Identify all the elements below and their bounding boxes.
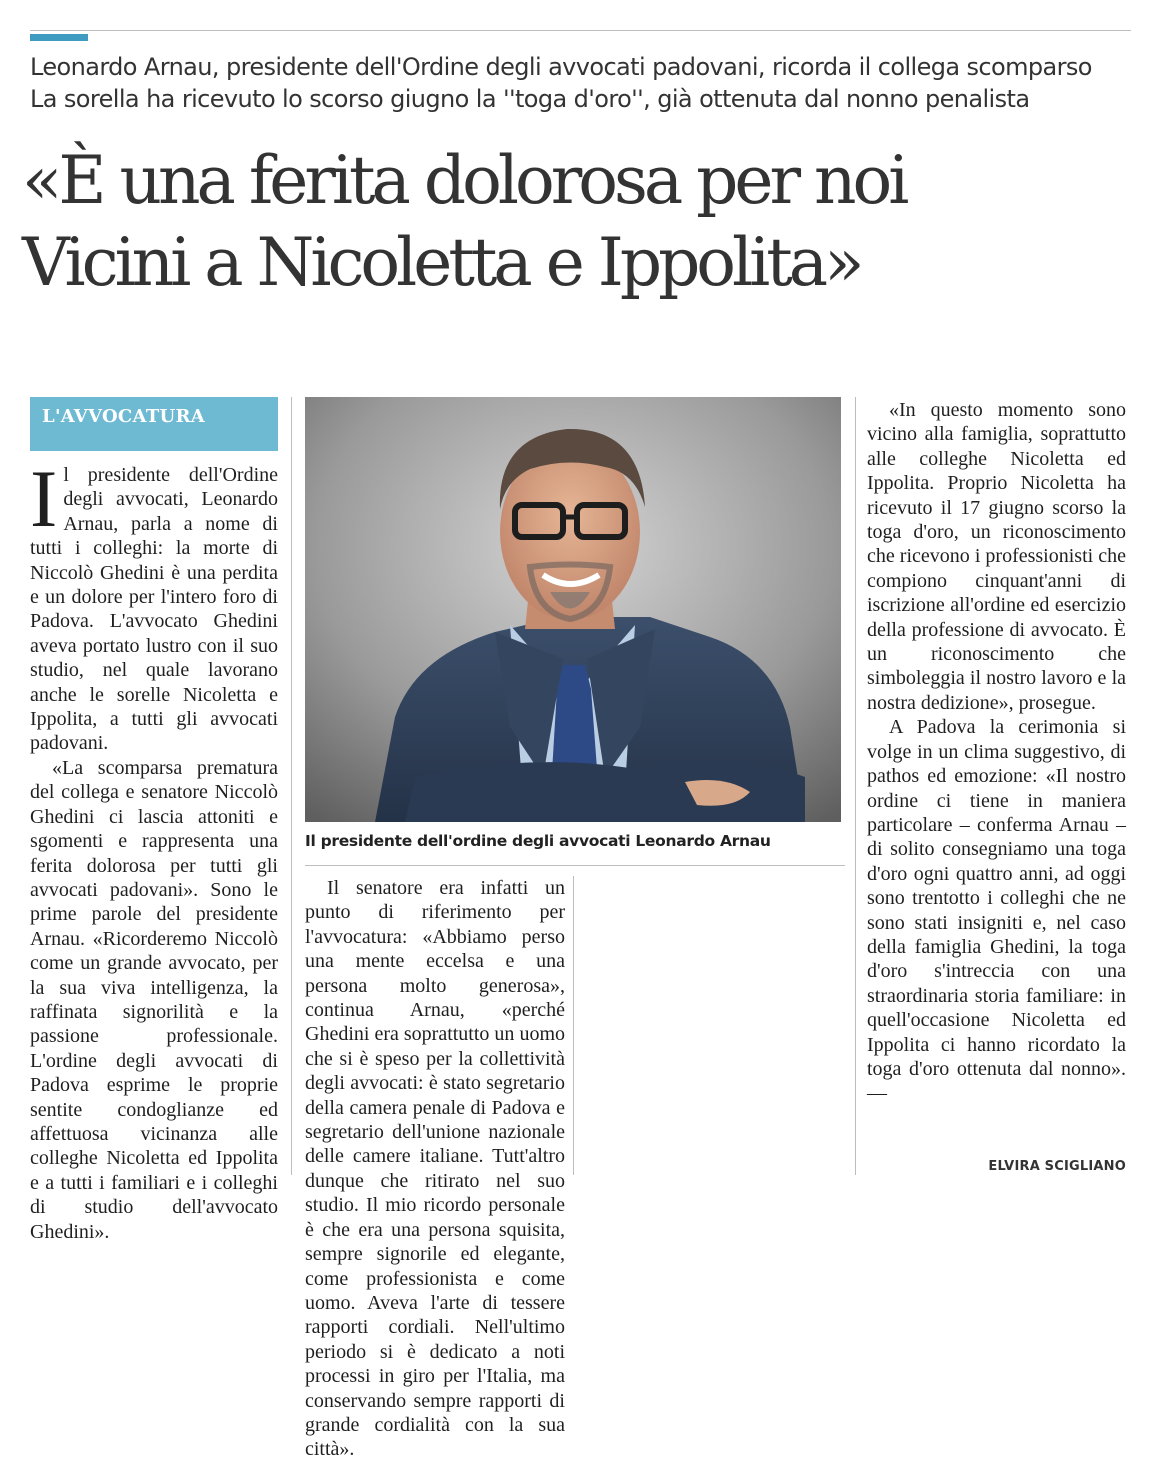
column-divider	[573, 876, 574, 1175]
top-rule	[30, 30, 1131, 31]
headline-line-1: «È una ferita dolorosa per noi	[22, 142, 906, 219]
portrait-photo	[305, 397, 841, 822]
headline-line-2: Vicini a Nicoletta e Ippolita»	[22, 224, 861, 301]
paragraph	[30, 453, 278, 756]
paragraph: «In questo momento sono vicino alla famiglia, soprattutto alle colleghe Nicoletta ed Ippolita. Proprio Nicoletta ha ricevuto il 17 giugno scorso la toga d'oro, un riconoscimento che ricevono i professionisti che compiono cinquant'anni di iscrizione all'ordine ed esercizio della professione di avvocato. È un riconoscimento che simboleggia il nostro lavoro e la nostra dedizione», prosegue.	[867, 399, 1126, 714]
column-divider	[291, 397, 292, 1175]
column-divider	[855, 397, 856, 1175]
paragraph-text: l presidente dell'Ordine degli avvocati, Leonardo Arnau, parla a nome di tutti i colleghi: la morte di Niccolò Ghedini è una perdita e un dolore per l'intero foro di Padova. L'avvocato Ghedini aveva portato lustro con il suo studio, nel quale lavorano anche le sorelle Nicoletta e Ippolita, a tutti gli avvocati padovani.	[30, 464, 278, 755]
article-column-4	[867, 398, 1126, 1106]
portrait-illustration	[305, 397, 841, 822]
section-label: L'AVVOCATURA	[30, 397, 278, 451]
drop-cap: I	[30, 453, 58, 544]
photo-caption: Il presidente dell'ordine degli avvocati Leonardo Arnau	[305, 832, 771, 850]
caption-rule	[305, 865, 845, 866]
subtitle-line-2: La sorella ha ricevuto lo scorso giugno la ''toga d'oro'', già ottenuta dal nonno penalista	[30, 85, 1030, 113]
byline: ELVIRA SCIGLIANO	[988, 1159, 1126, 1174]
article-column-1	[30, 453, 278, 1244]
article-column-2	[305, 876, 565, 1462]
paragraph: Il senatore era infatti un punto di riferimento per l'avvocatura: «Abbiamo perso una mente eccelsa e una persona molto generosa», continua Arnau, «perché Ghedini era soprattutto un uomo che si è speso per la collettività degli avvocati: è stato segretario della camera penale di Padova e segretario dell'unione nazionale delle camere italiane. Tutt'altro dunque che ritirato nel suo studio. Il mio ricordo personale è che era una persona squisita, sempre signorile ed elegante, come professionista e come uomo. Aveva l'arte di tessere rapporti cordiali. Nell'ultimo periodo si è dedicato a noti processi in giro per l'Italia, ma conservando sempre rapporti di grande cordialità con la sua città».	[305, 877, 565, 1461]
subtitle-line-1: Leonardo Arnau, presidente dell'Ordine degli avvocati padovani, ricorda il collega scomparso	[30, 53, 1092, 81]
paragraph: A Padova la cerimonia si volge in un clima suggestivo, di pathos ed emozione: «Il nostro ordine ci tiene in maniera particolare – conferma Arnau – di solito consegniamo una toga d'oro ogni quattro anni, ad oggi sono trentotto i colleghi che ne sono stati insigniti e, nel caso della famiglia Ghedini, la toga d'oro s'intreccia con una straordinaria storia familiare: in quell'occasione Nicoletta ed Ippolita ci hanno ricordato la toga d'oro ottenuta dal nonno».—	[867, 716, 1126, 1105]
paragraph: «La scomparsa prematura del collega e senatore Niccolò Ghedini ci lascia attoniti e sgomenti e rappresenta una ferita dolorosa per tutti gli avvocati padovani». Sono le prime parole del presidente Arnau. «Ricorderemo Niccolò come un grande avvocato, per la sua viva intelligenza, la raffinata signorilità e la passione professionale. L'ordine degli avvocati di Padova esprime le proprie sentite condoglianze ed affettuosa vicinanza alle colleghe Nicoletta ed Ippolita e a tutti i familiari e i colleghi di studio dell'avvocato Ghedini».	[30, 756, 278, 1243]
accent-bar	[30, 34, 88, 41]
